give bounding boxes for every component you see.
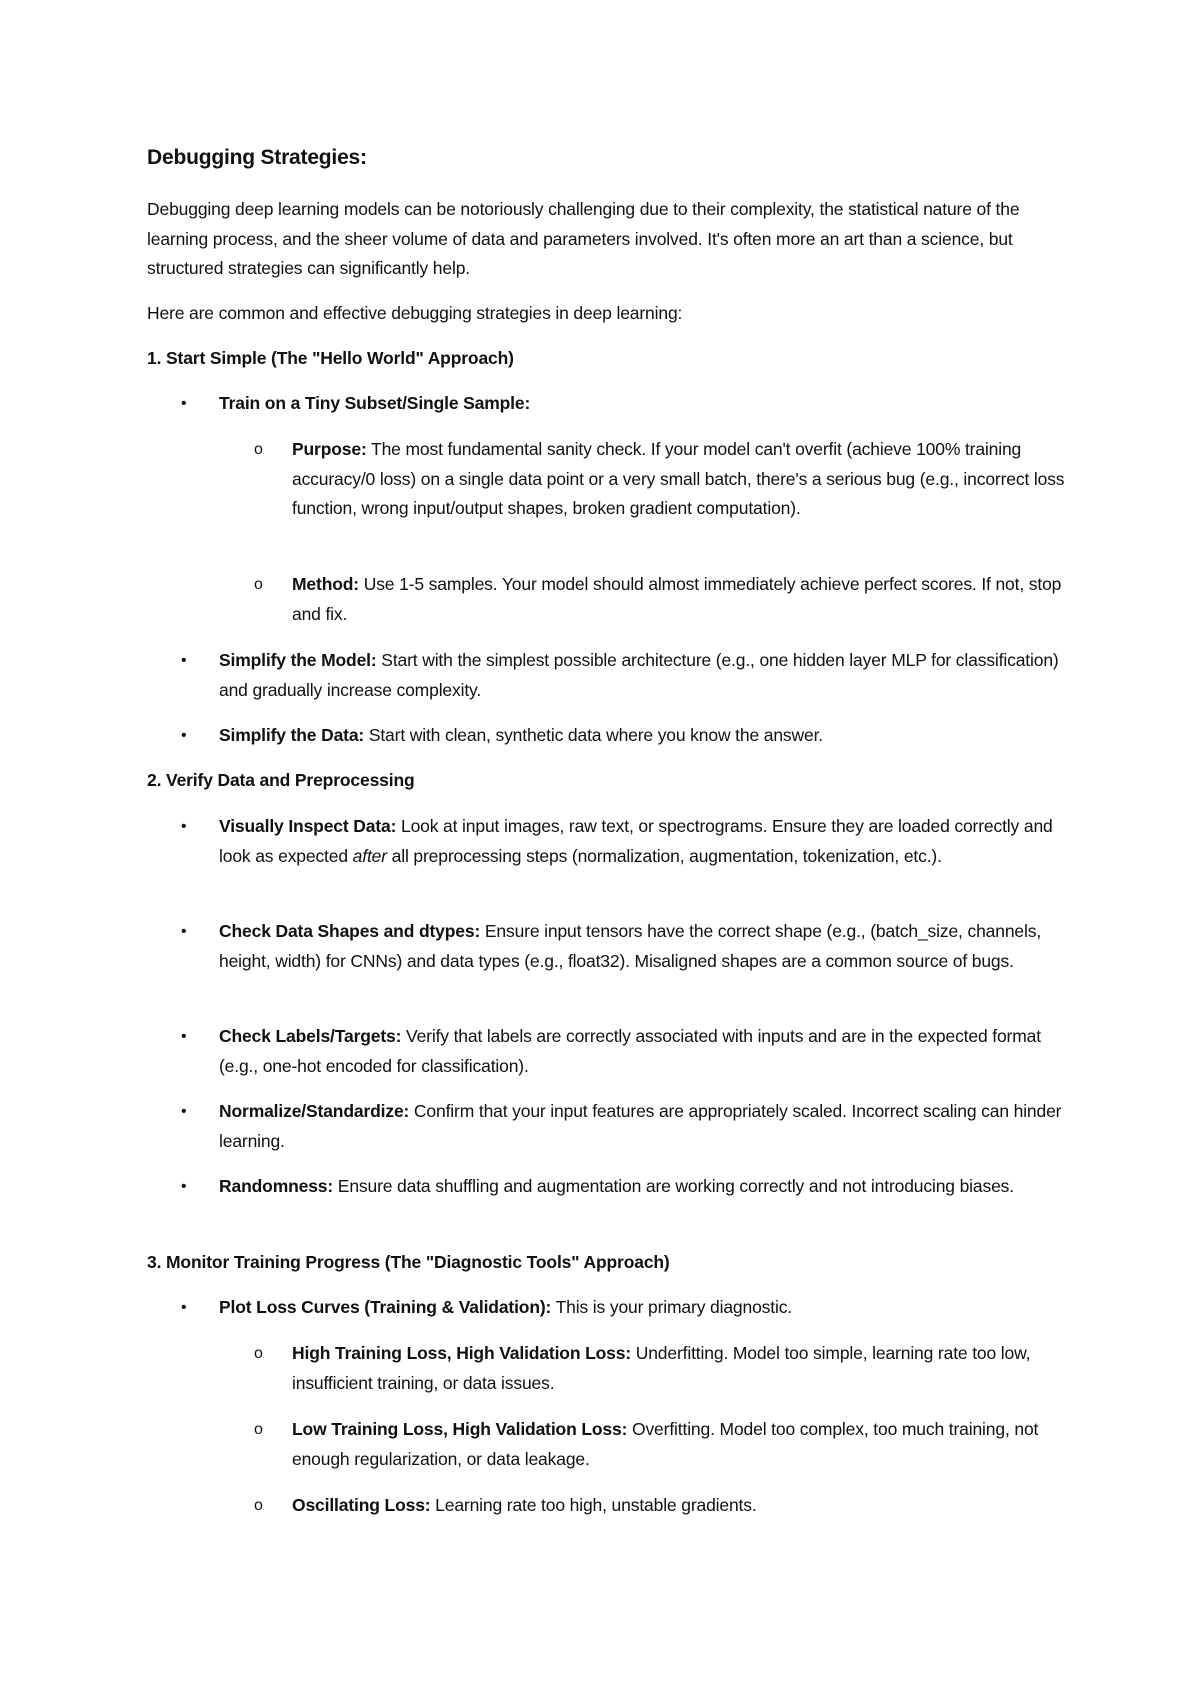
sub-bullet-marker: o — [254, 441, 263, 458]
bullet-marker: • — [181, 1178, 187, 1195]
item-text: This is your primary diagnostic. — [551, 1297, 793, 1317]
item-label: Simplify the Model: — [219, 650, 377, 670]
list-item — [181, 1172, 1079, 1202]
item-label: Method: — [292, 574, 359, 594]
list-item — [254, 435, 1082, 524]
list-item — [181, 1097, 1079, 1156]
item-label: Low Training Loss, High Validation Loss: — [292, 1419, 628, 1439]
lead-paragraph: Here are common and effective debugging strategies in deep learning: — [147, 303, 683, 323]
bullet-marker: • — [181, 818, 187, 835]
item-text: Start with the simplest possible architecture (e.g., one hidden layer MLP for classification) and gradually increase complexity. — [219, 650, 1059, 700]
bullet-marker: • — [181, 652, 187, 669]
sub-bullet-marker: o — [254, 1497, 263, 1514]
item-label: Visually Inspect Data: — [219, 816, 397, 836]
section-2-heading: 2. Verify Data and Preprocessing — [147, 770, 415, 790]
item-text: Ensure data shuffling and augmentation are working correctly and not introducing biases. — [333, 1176, 1014, 1196]
bullet-marker: • — [181, 727, 187, 744]
list-item — [254, 570, 1082, 629]
section-1-heading: 1. Start Simple (The "Hello World" Approach) — [147, 348, 514, 368]
item-emphasis: after — [352, 845, 387, 866]
item-text: Use 1-5 samples. Your model should almost immediately achieve perfect scores. If not, stop and fix. — [292, 574, 1062, 624]
item-label: Oscillating Loss: — [292, 1495, 431, 1515]
list-item — [181, 812, 1079, 871]
sub-bullet-marker: o — [254, 1345, 263, 1362]
item-text: Overfitting. Model too complex, too much training, not enough regularization, or data leakage. — [292, 1419, 1039, 1469]
item-text: The most fundamental sanity check. If your model can't overfit (achieve 100% training accuracy/0 loss) on a single data point or a very small batch, there's a serious bug (e.g., incorrect loss function, wrong input/output shapes, broken gradient computation). — [292, 439, 1065, 518]
item-text: Underfitting. Model too simple, learning rate too low, insufficient training, or data issues. — [292, 1343, 1031, 1393]
bullet-marker: • — [181, 1299, 187, 1316]
bullet-marker: • — [181, 1028, 187, 1045]
item-label: Check Labels/Targets: — [219, 1026, 402, 1046]
item-text: Look at input images, raw text, or spectrograms. Ensure they are loaded correctly and look as expected — [219, 816, 1053, 866]
item-label: Normalize/Standardize: — [219, 1101, 410, 1121]
item-label: Plot Loss Curves (Training & Validation): — [219, 1297, 552, 1317]
item-label: Purpose: — [292, 439, 367, 459]
list-item — [181, 721, 1079, 751]
list-item — [181, 389, 1079, 419]
bullet-marker: • — [181, 923, 187, 940]
intro-paragraph: Debugging deep learning models can be notoriously challenging due to their complexity, the statistical nature of the learning process, and the sheer volume of data and parameters involved. It's often more an art than a science, but structured strategies can significantly help. — [147, 199, 1020, 278]
item-text: Confirm that your input features are appropriately scaled. Incorrect scaling can hinder learning. — [219, 1101, 1062, 1151]
item-label: Simplify the Data: — [219, 725, 365, 745]
section-3-heading: 3. Monitor Training Progress (The "Diagnostic Tools" Approach) — [147, 1252, 670, 1272]
list-item — [181, 1293, 1079, 1323]
list-item — [254, 1415, 1082, 1474]
item-text: all preprocessing steps (normalization, augmentation, tokenization, etc.). — [386, 845, 942, 866]
list-item — [181, 646, 1079, 705]
item-label: Train on a Tiny Subset/Single Sample: — [219, 393, 531, 413]
item-text: Verify that labels are correctly associated with inputs and are in the expected format (e.g., one-hot encoded for classification). — [219, 1026, 1041, 1076]
list-item — [254, 1491, 1082, 1521]
sub-bullet-marker: o — [254, 576, 263, 593]
item-text: Start with clean, synthetic data where you know the answer. — [364, 725, 823, 745]
item-label: High Training Loss, High Validation Loss: — [292, 1343, 632, 1363]
item-text: Ensure input tensors have the correct shape (e.g., (batch_size, channels, height, width) for CNNs) and data types (e.g., float32). Misaligned shapes are a common source of bugs. — [219, 921, 1042, 971]
item-text: Learning rate too high, unstable gradients. — [430, 1495, 757, 1515]
document-title: Debugging Strategies: — [147, 146, 367, 169]
bullet-marker: • — [181, 395, 187, 412]
bullet-marker: • — [181, 1103, 187, 1120]
item-label: Check Data Shapes and dtypes: — [219, 921, 481, 941]
item-label: Randomness: — [219, 1176, 334, 1196]
list-item — [181, 917, 1079, 976]
list-item — [254, 1339, 1082, 1398]
list-item — [181, 1022, 1079, 1081]
sub-bullet-marker: o — [254, 1421, 263, 1438]
